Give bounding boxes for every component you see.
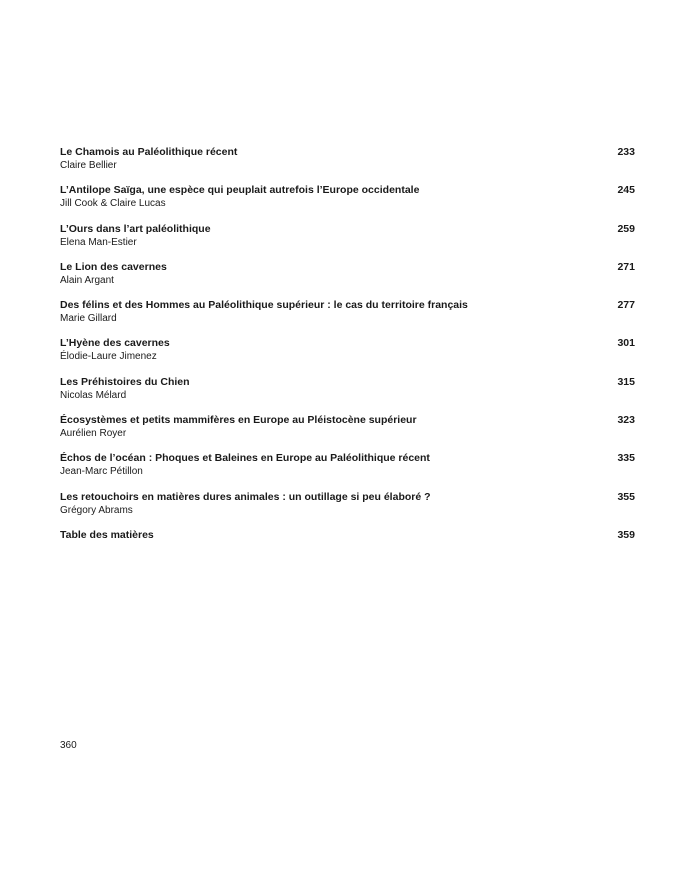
toc-entry — [60, 222, 635, 260]
toc-entry-author: Jill Cook & Claire Lucas — [60, 198, 166, 210]
toc-entry-page: 301 — [617, 337, 635, 350]
toc-entry-page: 271 — [617, 260, 635, 273]
toc-entry-page: 259 — [617, 222, 635, 235]
toc-entry-author: Elena Man-Estier — [60, 236, 137, 248]
toc-entry — [60, 451, 635, 489]
toc-entry-page: 323 — [617, 414, 635, 427]
toc-entry-page: 359 — [617, 528, 635, 541]
toc-entry-title: L’Hyène des cavernes — [60, 337, 170, 350]
toc-entry-author: Élodie-Laure Jimenez — [60, 351, 157, 363]
toc-entry-title: Le Lion des cavernes — [60, 260, 167, 273]
toc-entry — [60, 260, 635, 298]
toc-entry — [60, 145, 635, 183]
toc-entry-author: Marie Gillard — [60, 313, 117, 325]
toc-entry-title: Les Préhistoires du Chien — [60, 375, 190, 388]
toc-entry-page: 245 — [617, 184, 635, 197]
toc-entry — [60, 336, 635, 374]
toc-entry-author: Claire Bellier — [60, 160, 117, 171]
toc-entry — [60, 528, 635, 566]
page-number: 360 — [60, 740, 77, 751]
toc-entry-page: 277 — [617, 299, 635, 312]
toc-entry-author: Jean-Marc Pétillon — [60, 466, 143, 478]
toc-entry — [60, 183, 635, 221]
toc-entry-title: Échos de l’océan : Phoques et Baleines en Europe au Paléolithique récent — [60, 452, 430, 465]
toc-entry-title: Des félins et des Hommes au Paléolithique supérieur : le cas du territoire français — [60, 299, 468, 312]
toc-entry-title: Le Chamois au Paléolithique récent — [60, 146, 238, 158]
toc-entry-title: L’Ours dans l’art paléolithique — [60, 222, 211, 235]
toc-entry-author: Grégory Abrams — [60, 504, 133, 516]
toc-entry-page: 315 — [617, 375, 635, 388]
toc-entry-page: 355 — [617, 490, 635, 503]
toc-entry-author: Aurélien Royer — [60, 428, 127, 440]
table-of-contents — [60, 145, 635, 566]
toc-entry — [60, 413, 635, 451]
toc-entry-page: 233 — [617, 146, 635, 158]
toc-entry-title: Table des matières — [60, 528, 154, 541]
toc-entry-author: Nicolas Mélard — [60, 389, 127, 401]
toc-entry — [60, 375, 635, 413]
toc-entry-title: L’Antilope Saïga, une espèce qui peuplait autrefois l’Europe occidentale — [60, 184, 420, 197]
toc-entry — [60, 298, 635, 336]
toc-entry — [60, 490, 635, 528]
toc-entry-page: 335 — [617, 452, 635, 465]
toc-entry-title: Écosystèmes et petits mammifères en Europe au Pléistocène supérieur — [60, 414, 417, 427]
toc-entry-title: Les retouchoirs en matières dures animales : un outillage si peu élaboré ? — [60, 490, 431, 503]
toc-entry-author: Alain Argant — [60, 274, 114, 286]
